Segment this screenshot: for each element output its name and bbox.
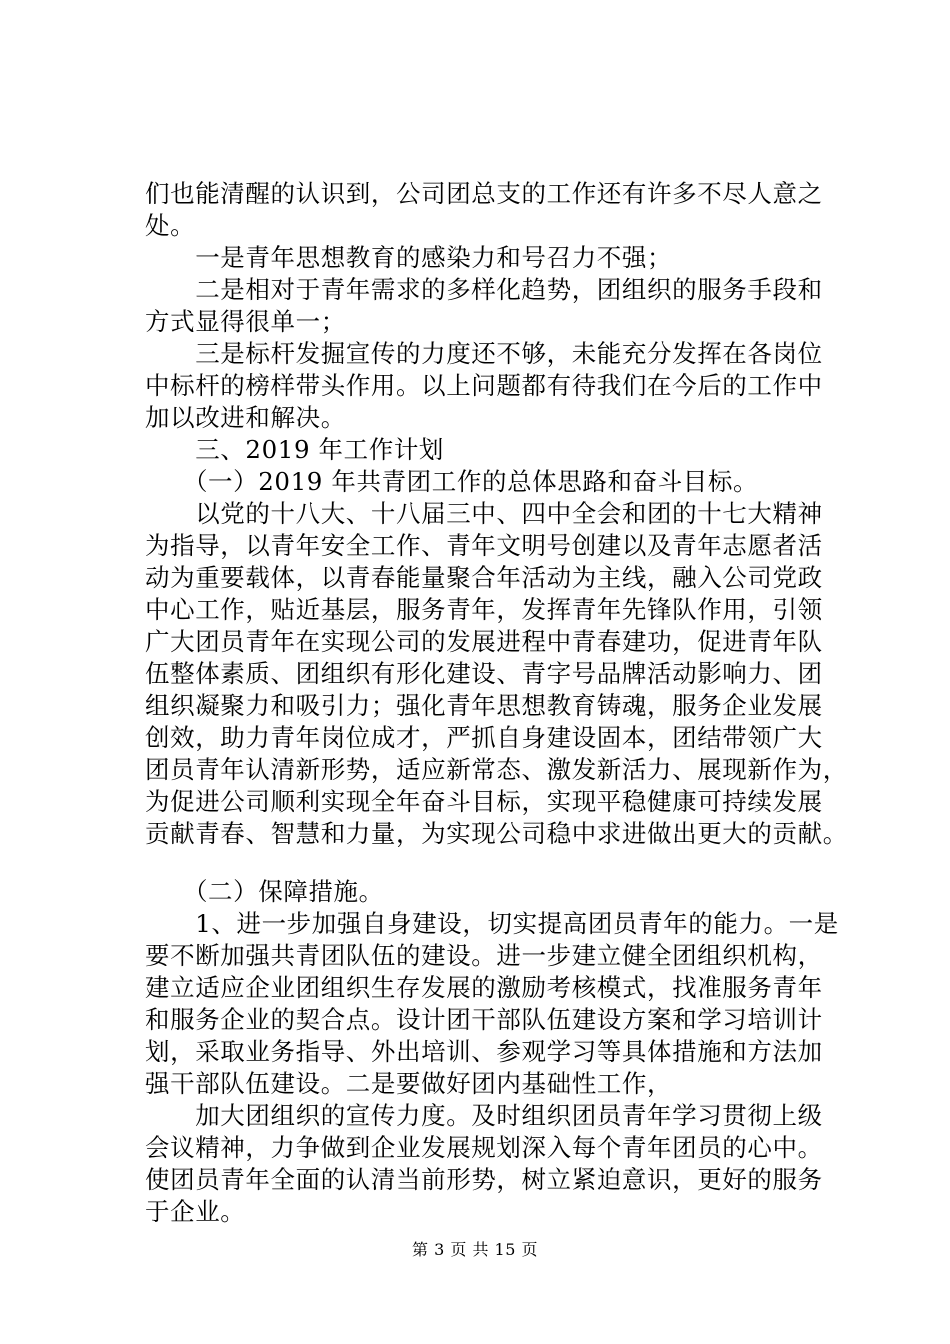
paragraph-line: 划，采取业务指导、外出培训、参观学习等具体措施和方法加: [145, 1037, 823, 1066]
paragraph-line: 中标杆的榜样带头作用。以上问题都有待我们在今后的工作中: [145, 371, 823, 400]
paragraph-line: 为促进公司顺利实现全年奋斗目标，实现平稳健康可持续发展: [145, 787, 823, 816]
paragraph-line: 三是标杆发掘宣传的力度还不够，未能充分发挥在各岗位: [145, 339, 823, 368]
paragraph-line: 组织凝聚力和吸引力；强化青年思想教育铸魂，服务企业发展: [145, 691, 823, 720]
paragraph-line: 要不断加强共青团队伍的建设。进一步建立健全团组织机构，: [145, 941, 823, 970]
subsection-heading: （二）保障措施。: [145, 877, 384, 906]
paragraph-line: 会议精神，力争做到企业发展规划深入每个青年团员的心中。: [145, 1133, 823, 1162]
paragraph-line: 建立适应企业团组织生存发展的激励考核模式，找准服务青年: [145, 973, 823, 1002]
paragraph-line: 1、进一步加强自身建设，切实提高团员青年的能力。一是: [145, 909, 839, 938]
paragraph-line: 和服务企业的契合点。设计团干部队伍建设方案和学习培训计: [145, 1005, 823, 1034]
paragraph-line: 一是青年思想教育的感染力和号召力不强；: [145, 243, 673, 272]
subsection-heading: （一）2019 年共青团工作的总体思路和奋斗目标。: [145, 467, 759, 496]
paragraph-line: 以党的十八大、十八届三中、四中全会和团的十七大精神: [145, 499, 823, 528]
page-number-footer: 第 3 页 共 15 页: [412, 1240, 538, 1259]
paragraph-line: 强干部队伍建设。二是要做好团内基础性工作，: [145, 1069, 673, 1098]
paragraph-line: 伍整体素质、团组织有形化建设、青字号品牌活动影响力、团: [145, 659, 823, 688]
paragraph-line: 处。: [145, 211, 196, 240]
paragraph-line: 动为重要载体，以青春能量聚合年活动为主线，融入公司党政: [145, 563, 823, 592]
paragraph-line: 加大团组织的宣传力度。及时组织团员青年学习贯彻上级: [145, 1101, 823, 1130]
paragraph-line: 二是相对于青年需求的多样化趋势，团组织的服务手段和: [145, 275, 823, 304]
paragraph-line: 创效，助力青年岗位成才，严抓自身建设固本，团结带领广大: [145, 723, 823, 752]
paragraph-line: 方式显得很单一；: [145, 307, 346, 336]
paragraph-line: 于企业。: [145, 1197, 246, 1226]
paragraph-line: 们也能清醒的认识到，公司团总支的工作还有许多不尽人意之: [145, 179, 823, 208]
paragraph-line: 加以改进和解决。: [145, 403, 346, 432]
paragraph-line: 贡献青春、智慧和力量，为实现公司稳中求进做出更大的贡献。: [145, 819, 848, 848]
paragraph-line: 广大团员青年在实现公司的发展进程中青春建功，促进青年队: [145, 627, 823, 656]
paragraph-line: 使团员青年全面的认清当前形势，树立紧迫意识，更好的服务: [145, 1165, 823, 1194]
paragraph-line: 团员青年认清新形势，适应新常态、激发新活力、展现新作为，: [145, 755, 848, 784]
paragraph-line: 中心工作，贴近基层，服务青年，发挥青年先锋队作用，引领: [145, 595, 823, 624]
paragraph-line: 为指导，以青年安全工作、青年文明号创建以及青年志愿者活: [145, 531, 823, 560]
section-heading: 三、2019 年工作计划: [145, 435, 445, 464]
